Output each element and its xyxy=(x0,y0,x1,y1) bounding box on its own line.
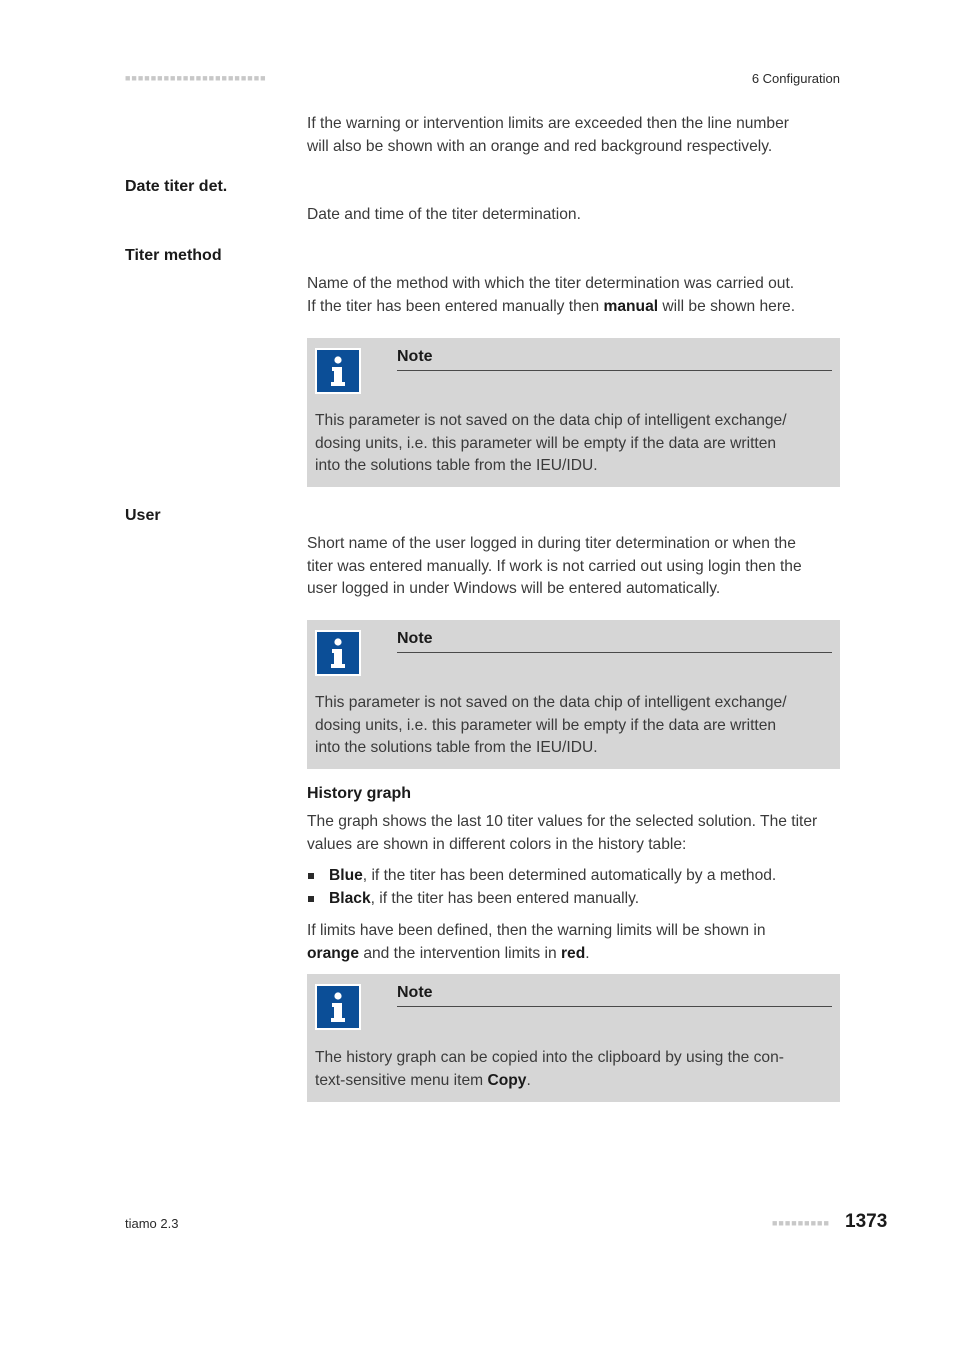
info-icon xyxy=(315,630,361,676)
info-icon xyxy=(315,984,361,1030)
note-title: Note xyxy=(397,630,832,653)
note-text: The history graph can be copied into the clipboard by using the con- text-sensitive menu item Copy. xyxy=(315,1049,784,1089)
date-titer-description: Date and time of the titer determination. xyxy=(307,206,581,223)
info-icon xyxy=(315,348,361,394)
note-box xyxy=(307,974,840,1102)
intro-paragraph: If the warning or intervention limits are exceeded then the line number will also be shown with an orange and red background respectively. xyxy=(307,115,789,155)
chapter-title: 6 Configuration xyxy=(751,71,840,86)
bullet-marker xyxy=(308,873,314,879)
limits-paragraph: If limits have been defined, then the warning limits will be shown in orange and the intervention limits in red. xyxy=(307,922,766,962)
term-user: User xyxy=(125,507,161,524)
note-box xyxy=(307,620,840,769)
note-title: Note xyxy=(397,984,832,1007)
note-text: This parameter is not saved on the data chip of intelligent exchange/ dosing units, i.e. this parameter will be empty if the data are written into the solutions table from the IEU/IDU. xyxy=(315,694,787,757)
history-graph-heading: History graph xyxy=(307,785,412,802)
term-titer-method: Titer method xyxy=(125,247,222,264)
note-box xyxy=(307,338,840,487)
footer-marks: ■■■■■■■■■ xyxy=(772,1218,830,1228)
user-description: Short name of the user logged in during titer determination or when the titer was entered manually. If work is not carried out using login then the user logged in under Windows will be entered automatically. xyxy=(307,535,802,598)
bullet-item-blue: Blue, if the titer has been determined automatically by a method. xyxy=(329,867,777,884)
bullet-marker xyxy=(308,896,314,902)
note-title: Note xyxy=(397,348,832,371)
titer-method-description: Name of the method with which the titer determination was carried out. If the titer has been entered manually then manual will be shown here. xyxy=(307,275,796,315)
footer-product: tiamo 2.3 xyxy=(125,1216,179,1231)
term-date-titer: Date titer det. xyxy=(125,178,228,195)
page-number: 1373 xyxy=(845,1211,888,1232)
history-description: The graph shows the last 10 titer values for the selected solution. The titer values are shown in different colors in the history table: xyxy=(307,813,818,853)
header-marks: ■■■■■■■■■■■■■■■■■■■■■■ xyxy=(125,73,267,83)
note-text: This parameter is not saved on the data chip of intelligent exchange/ dosing units, i.e. this parameter will be empty if the data are written into the solutions table from the IEU/IDU. xyxy=(315,412,787,475)
bullet-item-black: Black, if the titer has been entered manually. xyxy=(329,890,640,907)
